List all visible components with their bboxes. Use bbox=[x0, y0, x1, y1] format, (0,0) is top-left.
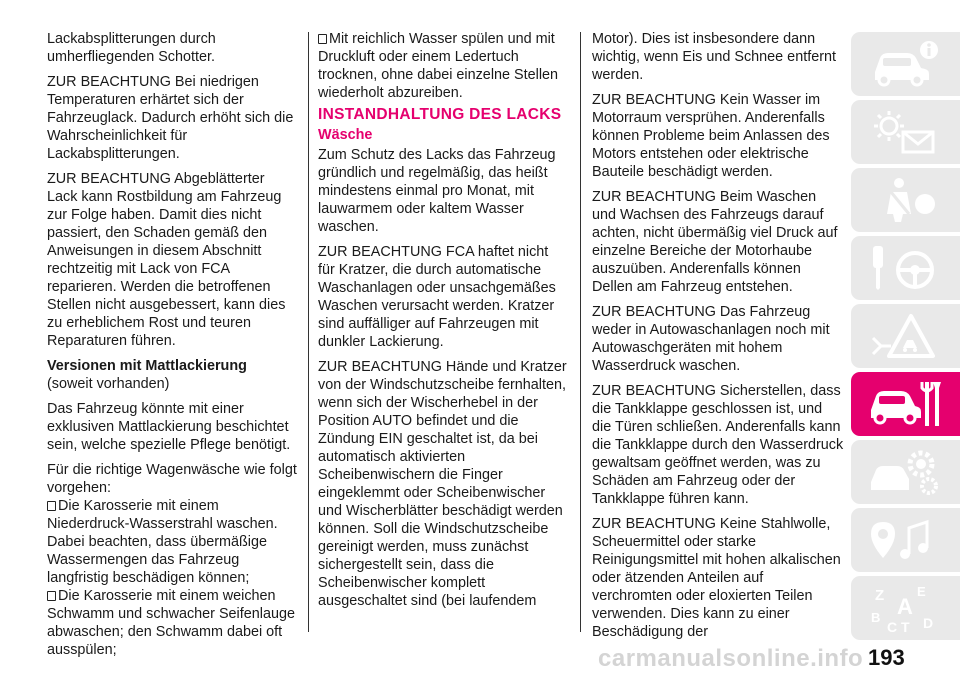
index-letters-icon bbox=[869, 582, 941, 634]
car-maintenance-icon bbox=[869, 378, 941, 430]
list-item bbox=[47, 497, 297, 587]
subheading-note: (soweit vorhanden) bbox=[47, 376, 170, 392]
subsection-title: Wäsche bbox=[318, 127, 373, 143]
paragraph: Das Fahrzeug könnte mit einer exklusiven Mattlackierung beschichtet sein, welche spezielle Pflege benötigt. bbox=[47, 401, 291, 453]
svg-text:A: A bbox=[897, 594, 913, 619]
chapter-tab-8[interactable] bbox=[851, 508, 960, 572]
car-gears-icon bbox=[869, 446, 941, 498]
emergency-warning-icon bbox=[869, 310, 941, 362]
note-paragraph: ZUR BEACHTUNG Bei niedrigen Temperaturen erhärtet sich der Fahrzeuglack. Dadurch erhöht sich die Wahrscheinlichkeit für Lackabsplitterungen. bbox=[47, 74, 294, 162]
svg-text:E: E bbox=[917, 584, 926, 599]
paragraph: Motor). Dies ist insbesondere dann wichtig, wenn Eis und Schnee entfernt werden. bbox=[592, 31, 836, 83]
paragraph: Lackabsplitterungen durch umherfliegenden Schotter. bbox=[47, 31, 216, 65]
note-paragraph: ZUR BEACHTUNG Hände und Kratzer von der Windschutzscheibe fernhalten, wenn sich der Wischerhebel in der Position AUTO befindet und die Zündung EIN geschaltet ist, da bei automatisch aktivierten Scheibenwischern die Finger eingeklemmt oder Scheibenwischer und Wischerblätter beschädigt werden können. Soll die Windschutzscheibe gereinigt werden, muss zunächst sichergestellt sein, dass die Scheibenwischer komplett ausgeschaltet sind (bei laufendem bbox=[318, 359, 567, 609]
svg-text:D: D bbox=[923, 615, 934, 631]
svg-text:B: B bbox=[871, 610, 881, 625]
bullet-box-icon bbox=[47, 591, 56, 601]
chapter-tab-3[interactable] bbox=[851, 168, 960, 232]
multimedia-icon bbox=[869, 514, 941, 566]
chapter-tab-4[interactable] bbox=[851, 236, 960, 300]
chapter-tab-2[interactable] bbox=[851, 100, 960, 164]
list-item-text: Die Karosserie mit einem Niederdruck-Wasserstrahl waschen. Dabei beachten, dass übermäßige Wassermengen das Fahrzeug langfristig beschädigen können; bbox=[47, 498, 278, 586]
note-paragraph: ZUR BEACHTUNG Abgeblätterter Lack kann Rostbildung am Fahrzeug zur Folge haben. Damit dies nicht passiert, den Schaden gemäß den Anweisungen in diesem Abschnitt rechtzeitig mit Lack von FCA reparieren. Werden die betroffenen Stellen nicht ausgebessert, kann dies zu erheblichem Rost und teuren Reparaturen führen. bbox=[47, 171, 286, 349]
watermark: carmanualsonline.info bbox=[598, 645, 864, 672]
chapter-tab-7[interactable] bbox=[851, 440, 960, 504]
chapter-tab-9[interactable] bbox=[851, 576, 960, 640]
bullet-box-icon bbox=[318, 34, 327, 44]
text-column-2 bbox=[318, 30, 568, 617]
svg-text:C: C bbox=[887, 619, 898, 634]
car-info-icon bbox=[869, 38, 941, 90]
list-item-text: Mit reichlich Wasser spülen und mit Druckluft oder einem Ledertuch trocknen, ohne dabei einzelne Stellen wiederholt abzureiben. bbox=[318, 31, 559, 101]
note-paragraph: ZUR BEACHTUNG Beim Waschen und Wachsen des Fahrzeugs darauf achten, nicht übermäßig viel Druck auf einzelne Bereiche der Motorhaube auszuüben. Anderenfalls können Dellen am Fahrzeug entstehen. bbox=[592, 189, 838, 295]
column-divider-1 bbox=[308, 32, 309, 632]
column-divider-2 bbox=[580, 32, 581, 632]
bullet-box-icon bbox=[47, 501, 56, 511]
key-steering-wheel-icon bbox=[869, 242, 941, 294]
chapter-tab-5[interactable] bbox=[851, 304, 960, 368]
seatbelt-airbag-icon bbox=[869, 174, 941, 226]
svg-text:Z: Z bbox=[875, 587, 885, 604]
text-column-1 bbox=[47, 30, 297, 659]
paragraph: Zum Schutz des Lacks das Fahrzeug gründlich und regelmäßig, das heißt mindestens einmal pro Monat, mit lauwarmem oder kaltem Wasser waschen. bbox=[318, 147, 556, 235]
note-paragraph: ZUR BEACHTUNG Kein Wasser im Motorraum versprühen. Anderenfalls können Probleme beim Anlassen des Motors entstehen oder elektrische Bauteile beschädigt werden. bbox=[592, 92, 830, 180]
text-column-3 bbox=[592, 30, 844, 648]
note-paragraph: ZUR BEACHTUNG Sicherstellen, dass die Tankklappe geschlossen ist, und die Türen schließen. Anderenfalls kann die Tankklappe durch den Wasserdruck gewaltsam geöffnet werden, was zu Schäden am Fahrzeug oder der Tankklappe führen kann. bbox=[592, 383, 844, 507]
list-item bbox=[47, 587, 297, 659]
svg-text:T: T bbox=[901, 619, 910, 634]
note-paragraph: ZUR BEACHTUNG Keine Stahlwolle, Scheuermittel oder starke Reinigungsmittel mit hohen alkalischen oder ätzenden Anteilen auf verchromten oder eloxierten Teilen verwenden. Dies kann zu einer Beschädigung der bbox=[592, 516, 841, 640]
list-item-text: Die Karosserie mit einem weichen Schwamm und schwacher Seifenlauge abwaschen; den Schwamm dabei oft ausspülen; bbox=[47, 588, 295, 658]
page-number: 193 bbox=[868, 645, 905, 670]
note-paragraph: ZUR BEACHTUNG Das Fahrzeug weder in Autowaschanlagen noch mit Autowaschgeräten mit hohem Wasserdruck waschen. bbox=[592, 304, 830, 374]
chapter-tab-1[interactable] bbox=[851, 32, 960, 96]
subheading-matt-paint: Versionen mit Mattlackierung bbox=[47, 358, 247, 374]
note-paragraph: ZUR BEACHTUNG FCA haftet nicht für Kratzer, die durch automatische Waschanlagen oder unsachgemäßes Waschen verursacht werden. Kratzer sind auffälliger auf Fahrzeugen mit dunkler Lackierung. bbox=[318, 244, 556, 350]
list-item bbox=[318, 30, 568, 102]
paragraph: Für die richtige Wagenwäsche wie folgt vorgehen: bbox=[47, 462, 297, 496]
warning-lights-icon bbox=[869, 106, 941, 158]
section-title: INSTANDHALTUNG DES LACKS bbox=[318, 106, 562, 123]
chapter-tab-6-active[interactable] bbox=[851, 372, 960, 436]
